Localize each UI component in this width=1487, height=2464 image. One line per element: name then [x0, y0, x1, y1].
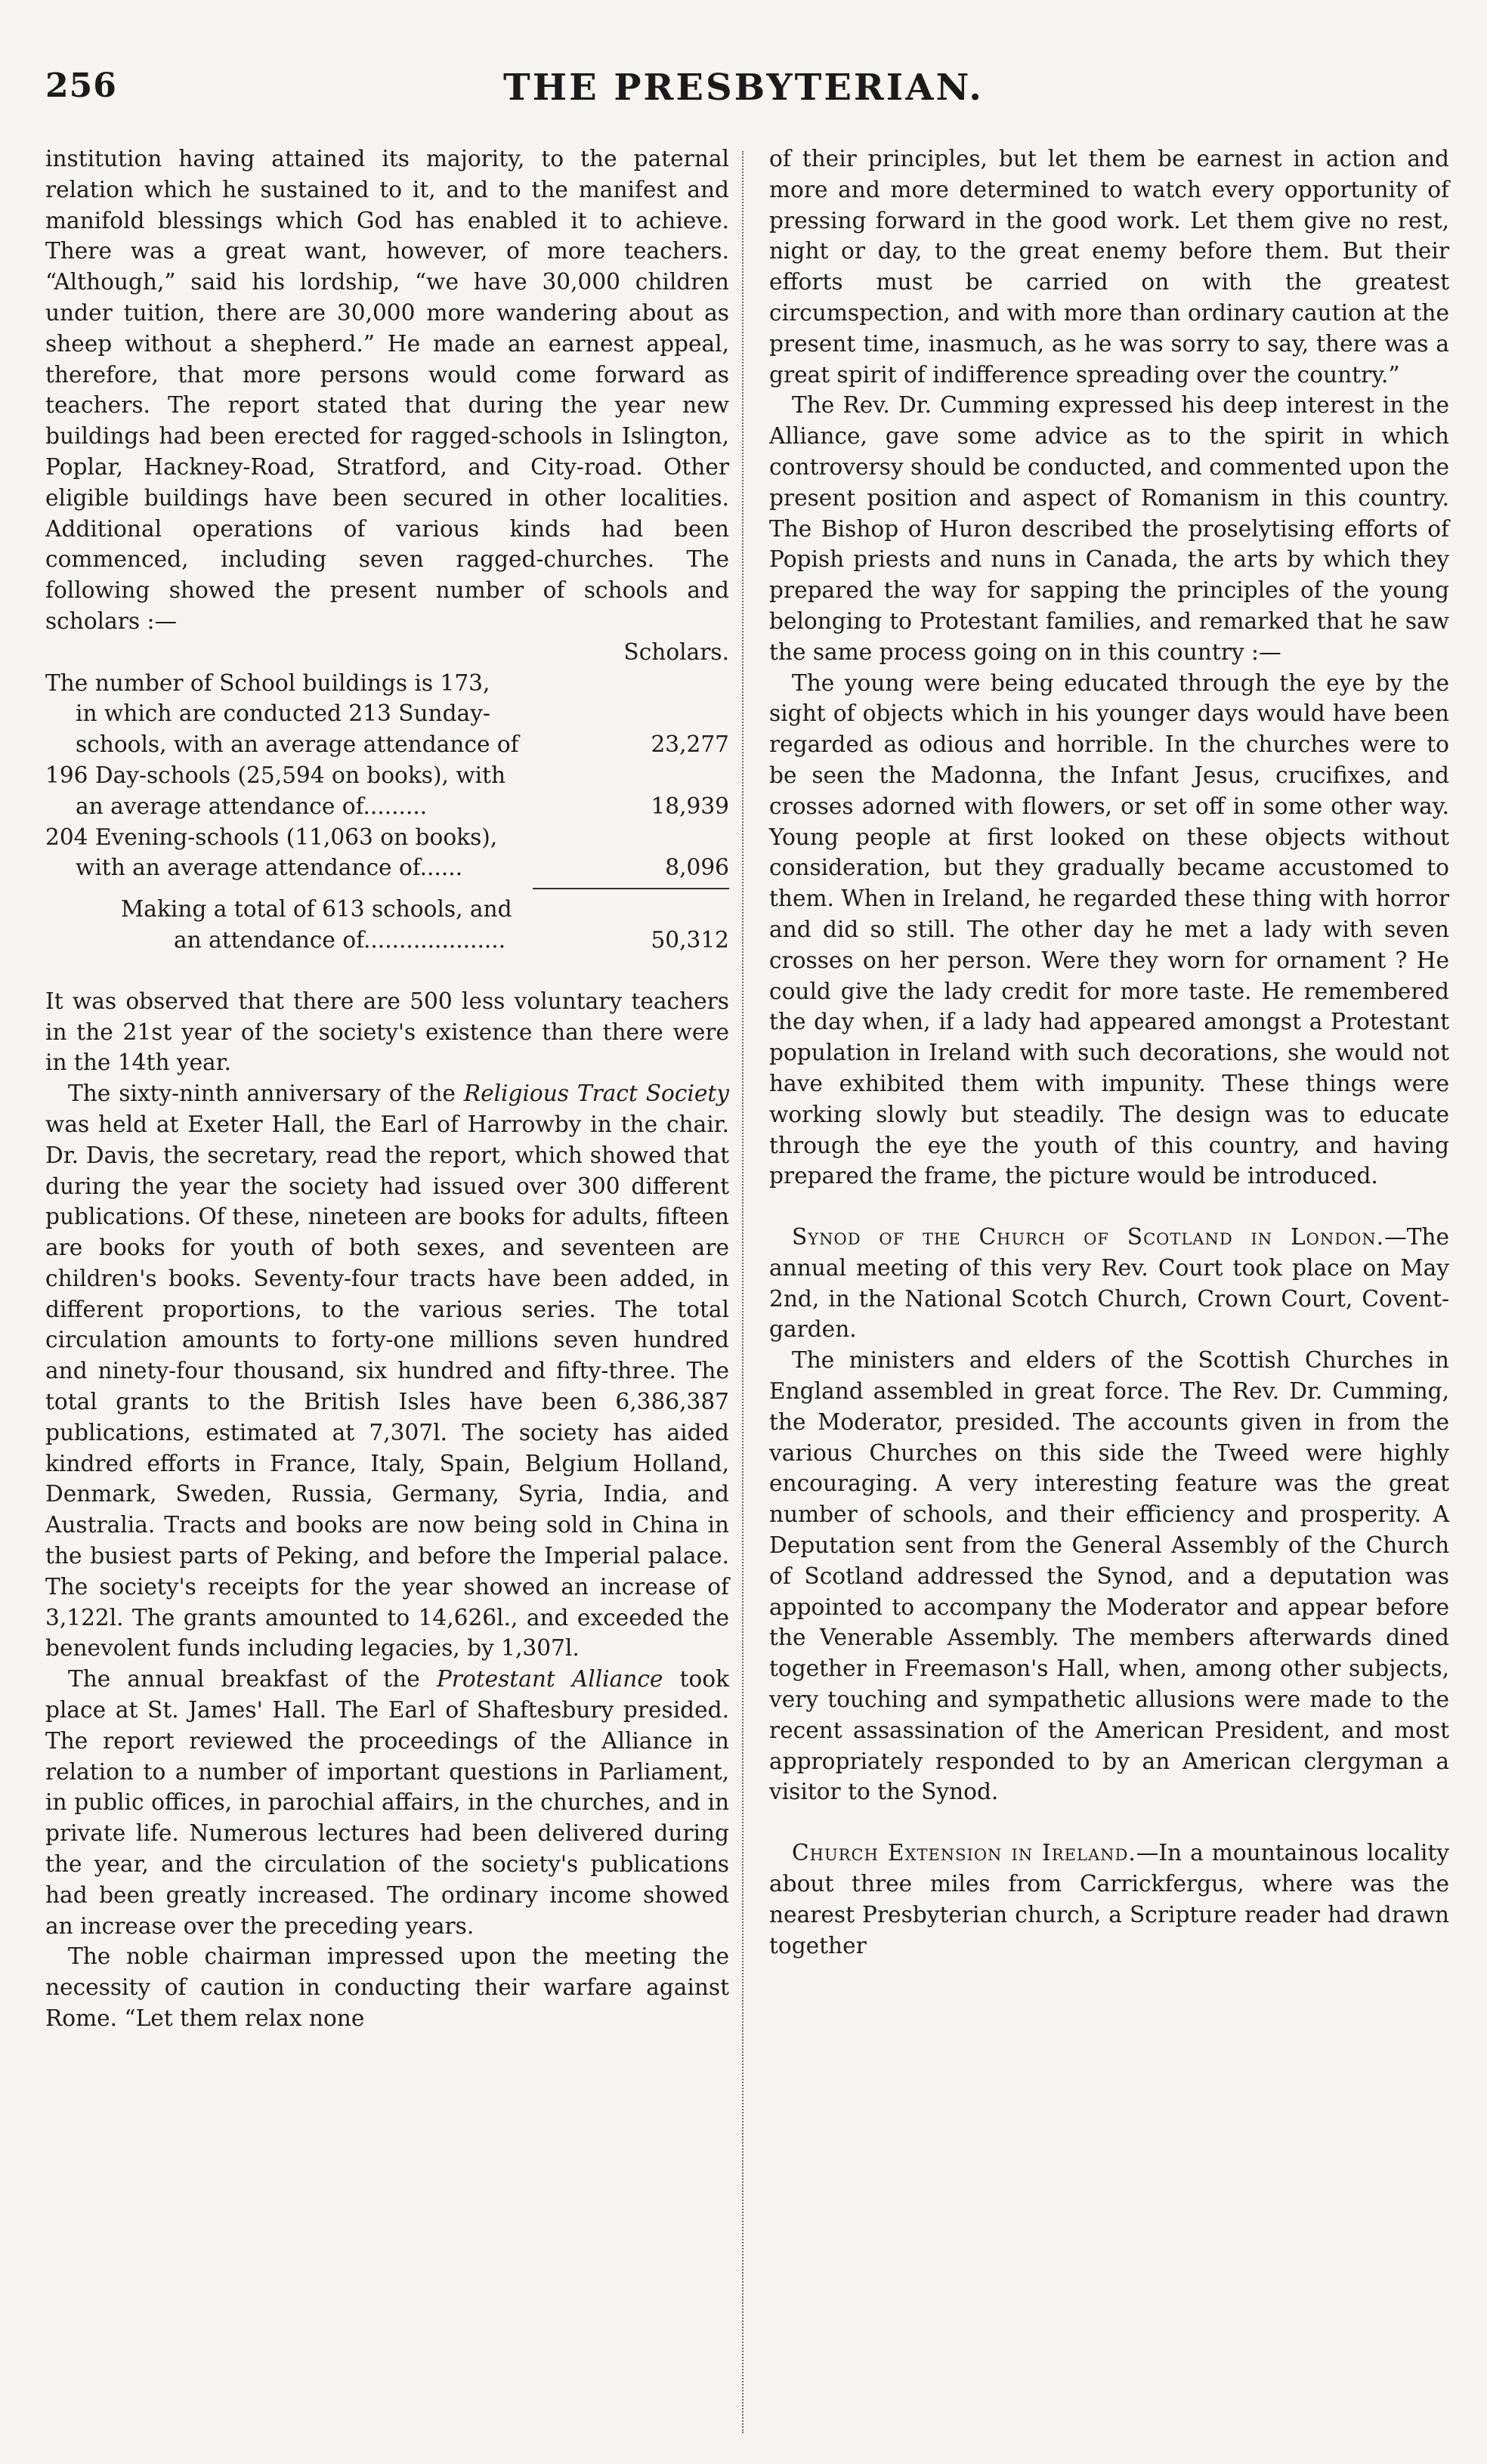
column-divider: [742, 151, 744, 2433]
tract-society-body: was held at Exeter Hall, the Earl of Harrowby in the chair. Dr. Davis, the secretary, read the report, which showed that during the year the society had issued over 300 different publications. Of these, nineteen are books for adults, fifteen are books for youth of both sexes, and seventeen are children's books. Seventy-four tracts have been added, in different proportions, to the various series. The total circulation amounts to forty-one millions seven hundred and ninety-four thousand, six hundred and fifty-three. The total grants to the British Isles have been 6,386,387 publications, estimated at 7,307l. The society has aided kindred efforts in France, Italy, Spain, Belgium Holland, Denmark, Sweden, Russia, Germany, Syria, India, and Australia. Tracts and books are now being sold in China in the busiest parts of Peking, and before the Imperial palace. The society's receipts for the year showed an increase of 3,122l. The grants amounted to 14,626l., and exceeded the benevolent funds including legacies, by 1,307l.: [45, 1111, 729, 1662]
left-column: [45, 144, 729, 2034]
tract-society-name: Religious Tract Society: [463, 1081, 730, 1107]
scholars-header: Scholars.: [623, 638, 729, 665]
protestant-alliance-paragraph: [45, 1664, 729, 1941]
stats-row-sunday-value: 23,277: [651, 731, 729, 758]
scholars-table: [45, 637, 729, 956]
spacer: [45, 956, 729, 986]
ministers-paragraph: The ministers and elders of the Scottish Churches in England assembled in great force. The Rev. Dr. Cumming, the Moderator, presided. The accounts given in from the various Churches on this side the Tweed were highly encouraging. A very interesting feature was the great number of schools, and their efficiency and prosperity. A Deputation sent from the General Assembly of the Church of Scotland addressed the Synod, and a deputation was appointed to accompany the Moderator and appear before the Venerable Assembly. The members afterwards dined together in Freemason's Hall, when, among other subjects, very touching and sympathetic allusions were made to the recent assassination of the American President, and most appropriately responded to by an American clergyman a visitor to the Synod.: [769, 1347, 1449, 1805]
stats-row-sunday-line3: schools, with an average attendance of: [76, 731, 519, 758]
stats-row-day-value: 18,939: [651, 793, 729, 819]
stats-row-sunday-line2: in which are conducted 213 Sunday-: [76, 700, 490, 727]
stats-row-day: [45, 760, 729, 822]
spacer: [769, 1807, 1449, 1838]
synod-body: —The annual meeting of this very Rev. Court took place on May 2nd, in the National Scotch Church, Crown Court, Covent-garden.: [769, 1224, 1449, 1343]
ragged-school-paragraph: institution having attained its majority, to the paternal relation which he sustained to it, and to the manifest and manifold blessings which God has enabled it to achieve. There was a great want, however, of more teachers. “Although,” said his lordship, “we have 30,000 children under tuition, there are 30,000 more wandering about as sheep without a shepherd.” He made an earnest appeal, therefore, that more persons would come forward as teachers. The report stated that during the year new buildings had been erected for ragged-schools in Islington, Poplar, Hackney-Road, Stratford, and City-road. Other eligible buildings have been secured in other localities. Additional operations of various kinds had been commenced, including seven ragged-churches. The following showed the present number of schools and scholars :—: [45, 146, 729, 634]
alliance-intro: The annual breakfast of the: [68, 1666, 437, 1693]
page-header: [45, 66, 1442, 134]
tract-society-paragraph: [45, 1078, 729, 1664]
alliance-name: Protestant Alliance: [436, 1666, 663, 1693]
stats-row-day-line1: 196 Day-schools (25,594 on books), with: [45, 762, 506, 788]
stats-rule: [533, 888, 729, 889]
tract-society-intro: The sixty-ninth anniversary of the: [68, 1081, 464, 1107]
church-extension-body: —In a mountainous locality about three miles from Carrickfergus, where was the nearest Presbyterian church, a Scripture reader had drawn together: [769, 1840, 1449, 1959]
stats-total-line2: [45, 925, 729, 956]
right-column: [769, 144, 1449, 1961]
page-number: 256: [45, 66, 117, 105]
stats-row-evening-line1: 204 Evening-schools (11,063 on books),: [45, 824, 498, 850]
stats-row-evening: [45, 822, 729, 884]
stats-row-sunday-line1: The number of School buildings is 173,: [45, 669, 490, 696]
synod-paragraph: [769, 1222, 1449, 1345]
synod-heading: Synod of the Church of Scotland in London.: [792, 1224, 1385, 1251]
volunteer-teachers-paragraph: It was observed that there are 500 less voluntary teachers in the 21st year of the society's existence than there were in the 14th year.: [45, 988, 729, 1076]
stats-row-day-line2: an average attendance of.........: [76, 793, 428, 819]
young-educated-paragraph: The young were being educated through the eye by the sight of objects which in his younger days would have been regarded as odious and horrible. In the churches were to be seen the Madonna, the Infant Jesus, crucifixes, and crosses adorned with flowers, or set off in some other way. Young people at first looked on these objects without consideration, but they gradually became accustomed to them. When in Ireland, he regarded these thing with horror and did so still. The other day he met a lady with seven crosses on her person. Were they worn for ornament ? He could give the lady credit for more taste. He remembered the day when, if a lady had appeared amongst a Protestant population in Ireland with such decorations, she would not have exhibited them with impunity. These things were working slowly but steadily. The design was to educate through the eye the youth of this country, and having prepared the frame, the picture would be introduced.: [769, 669, 1449, 1189]
alliance-body: took place at St. James' Hall. The Earl of Shaftesbury presided. The report reviewed the proceedings of the Alliance in relation to a number of important questions in Parliament, in public offices, in parochial affairs, in the churches, and in private life. Numerous lectures had been delivered during the year, and the circulation of the society's publications had been greatly increased. The ordinary income showed an increase over the preceding years.: [45, 1666, 730, 1939]
stats-total-line1: Making a total of 613 schools, and: [121, 896, 512, 923]
spacer: [769, 1192, 1449, 1222]
church-extension-heading: Church Extension in Ireland.: [792, 1840, 1136, 1866]
cumming-paragraph: The Rev. Dr. Cumming expressed his deep interest in the Alliance, gave some advice as to the spirit in which controversy should be conducted, and commented upon the present position and aspect of Romanism in this country. The Bishop of Huron described the proselytising efforts of Popish priests and nuns in Canada, the arts by which they prepared the way for sapping the principles of the young belonging to Protestant families, and remarked that he saw the same process going on in this country :—: [769, 392, 1449, 665]
stats-row-sunday: [45, 668, 729, 760]
church-extension-paragraph: [769, 1838, 1449, 1961]
chairman-paragraph: The noble chairman impressed upon the meeting the necessity of caution in conducting their warfare against Rome. “Let them relax none: [45, 1943, 729, 2032]
stats-total-value: 50,312: [651, 926, 729, 953]
stats-row-evening-value: 8,096: [665, 855, 729, 881]
principles-paragraph: of their principles, but let them be earnest in action and more and more determined to watch every opportunity of pressing forward in the good work. Let them give no rest, night or day, to the great enemy before them. But their efforts must be carried on with the greatest circumspection, and with more than ordinary caution at the present time, inasmuch, as he was sorry to say, there was a great spirit of indifference spreading over the country.”: [769, 146, 1449, 388]
stats-row-evening-line2: with an average attendance of......: [76, 855, 463, 881]
journal-title: THE PRESBYTERIAN.: [503, 66, 984, 109]
stats-total-label: an attendance of....................: [174, 926, 506, 953]
